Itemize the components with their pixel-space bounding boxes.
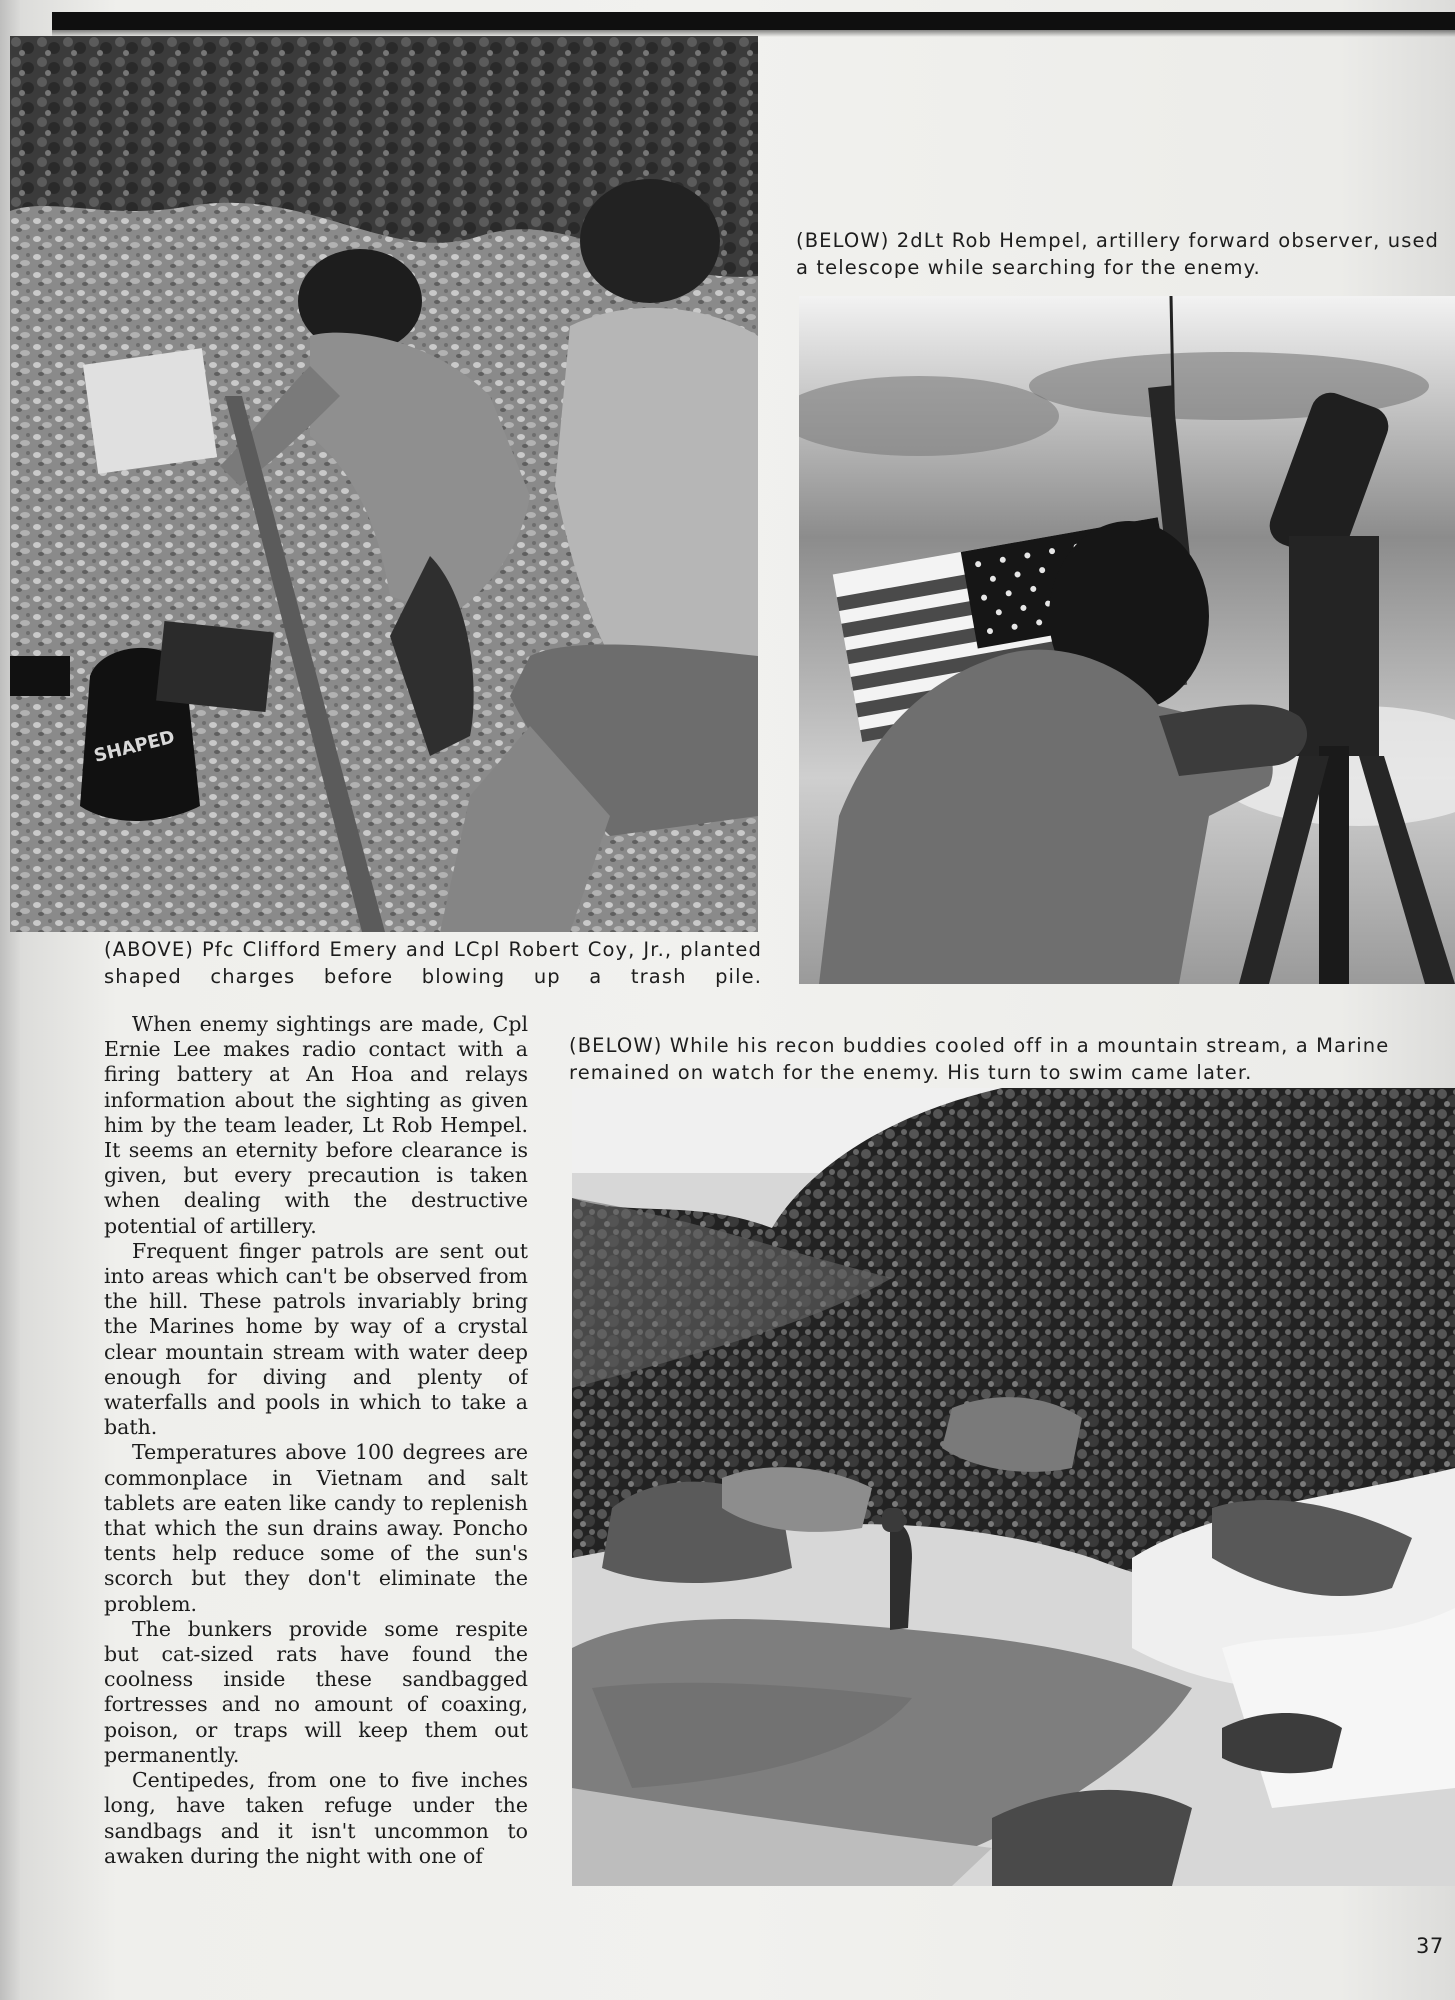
caption-telescope-observer: (BELOW) 2dLt Rob Hempel, artillery forward observer, used a telescope while searching for the enemy. (796, 229, 1440, 279)
article-paragraph-5: Centipedes, from one to five inches long, have taken refuge under the sandbags and it isn't uncommon to awaken during the night with one of (104, 1768, 528, 1868)
article-body-column (104, 1012, 528, 1892)
photo-telescope-observer-image (799, 296, 1455, 984)
article-paragraph-2: Frequent finger patrols are sent out into areas which can't be observed from the hill. These patrols invariably bring the Marines home by way of a crystal clear mountain stream with water deep enough for diving and plenty of waterfalls and pools in which to take a bath. (104, 1238, 528, 1440)
article-paragraph-3: Temperatures above 100 degrees are commonplace in Vietnam and salt tablets are eaten like candy to replenish that which the sun drains away. Poncho tents help reduce some of the sun's scorch but they don't eliminate the problem. (104, 1440, 528, 1616)
top-rule (52, 12, 1455, 30)
article-paragraph-4: The bunkers provide some respite but cat-sized rats have found the coolness inside these sandbagged fortresses and no amount of coaxing, poison, or traps will keep them out permanently. (104, 1616, 528, 1767)
photo-shaped-charges-image (10, 36, 758, 932)
photo-mountain-stream (572, 1088, 1455, 1886)
caption-shaped-charges: (ABOVE) Pfc Clifford Emery and LCpl Robert Coy, Jr., planted shaped charges before blowing up a trash pile. (104, 938, 762, 988)
photo-shaped-charges (10, 36, 758, 932)
shaped-charge-marking: SHAPED (91, 726, 177, 767)
photo-telescope-observer (799, 296, 1455, 984)
photo-mountain-stream-image (572, 1088, 1455, 1886)
page-number: 37 (1416, 1934, 1444, 1958)
article-paragraph-1: When enemy sightings are made, Cpl Ernie Lee makes radio contact with a firing battery at An Hoa and relays information about the sighting as given him by the team leader, Lt Rob Hempel. It seems an eternity before clearance is given, but every precaution is taken when dealing with the destructive potential of artillery. (104, 1012, 528, 1238)
caption-mountain-stream: (BELOW) While his recon buddies cooled off in a mountain stream, a Marine remained on watch for the enemy. His turn to swim came later. (569, 1034, 1390, 1084)
